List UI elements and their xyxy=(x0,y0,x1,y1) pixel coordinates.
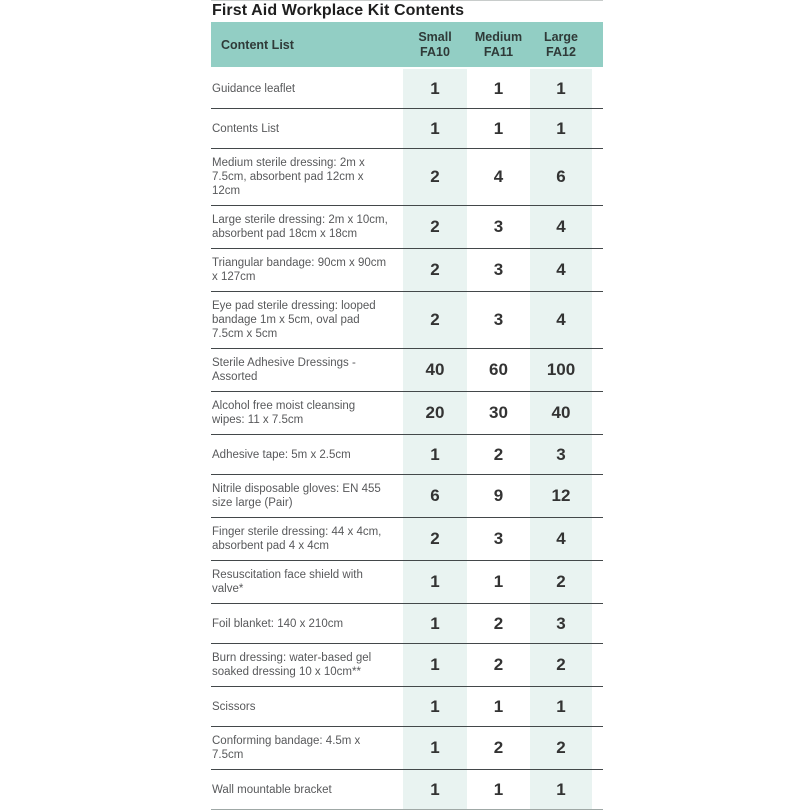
row-label: Triangular bandage: 90cm x 90cm x 127cm xyxy=(212,257,387,283)
table-row xyxy=(211,687,603,727)
row-right-padding xyxy=(592,770,603,809)
row-value-small: 2 xyxy=(403,206,467,248)
row-value-large: 1 xyxy=(530,687,592,726)
table-row xyxy=(211,435,603,475)
row-value-small: 2 xyxy=(403,292,467,348)
row-right-padding xyxy=(592,475,603,517)
column-code-label: FA11 xyxy=(483,44,514,59)
row-label: Alcohol free moist cleansing wipes: 11 x 7.5cm xyxy=(212,400,356,426)
table-row xyxy=(211,604,603,644)
row-value-large: 2 xyxy=(530,644,592,686)
row-label: Nitrile disposable gloves: EN 455 size large (Pair) xyxy=(212,483,381,509)
column-header-content-list: Content List xyxy=(221,37,294,52)
row-value-small: 1 xyxy=(403,69,467,108)
row-label: Large sterile dressing: 2m x 10cm, absorbent pad 18cm x 18cm xyxy=(212,214,388,240)
row-value-large: 4 xyxy=(530,206,592,248)
row-label: Wall mountable bracket xyxy=(212,783,332,796)
table-row xyxy=(211,109,603,149)
row-right-padding xyxy=(592,518,603,560)
row-right-padding xyxy=(592,687,603,726)
row-right-padding xyxy=(592,292,603,348)
kit-contents-section xyxy=(211,0,603,810)
row-value-large: 4 xyxy=(530,518,592,560)
row-value-large: 1 xyxy=(530,69,592,108)
page-title: First Aid Workplace Kit Contents xyxy=(212,2,465,19)
row-value-medium: 3 xyxy=(493,260,504,279)
row-right-padding xyxy=(592,349,603,391)
column-code-label: FA10 xyxy=(420,44,450,59)
row-right-padding xyxy=(592,604,603,643)
row-value-medium: 2 xyxy=(493,738,504,757)
row-value-medium: 30 xyxy=(489,403,508,422)
row-value-medium: 1 xyxy=(493,779,504,799)
row-value-large: 3 xyxy=(530,435,592,474)
row-value-small: 2 xyxy=(403,249,467,291)
row-label: Medium sterile dressing: 2m x 7.5cm, absorbent pad 12cm x 12cm xyxy=(212,157,365,197)
row-right-padding xyxy=(592,727,603,769)
row-value-medium: 3 xyxy=(493,310,504,329)
row-value-medium: 2 xyxy=(493,444,504,464)
row-value-small: 2 xyxy=(403,518,467,560)
row-right-padding xyxy=(592,435,603,474)
row-value-large: 1 xyxy=(530,770,592,809)
row-value-small: 2 xyxy=(403,149,467,205)
row-right-padding xyxy=(592,644,603,686)
row-label: Conforming bandage: 4.5m x 7.5cm xyxy=(212,735,361,761)
column-header-small xyxy=(403,30,467,60)
row-right-padding xyxy=(592,206,603,248)
row-value-medium: 1 xyxy=(493,572,504,591)
column-header-medium xyxy=(467,30,530,60)
column-header-large xyxy=(530,30,592,60)
row-value-small: 1 xyxy=(403,770,467,809)
row-value-small: 1 xyxy=(403,435,467,474)
table-row xyxy=(211,69,603,109)
column-code-label: FA12 xyxy=(546,44,576,59)
row-value-small: 1 xyxy=(403,109,467,148)
row-label: Sterile Adhesive Dressings - Assorted xyxy=(212,357,356,383)
row-label: Finger sterile dressing: 44 x 4cm, absorbent pad 4 x 4cm xyxy=(212,526,382,552)
row-right-padding xyxy=(592,249,603,291)
table-row xyxy=(211,727,603,770)
table-body xyxy=(211,69,603,810)
row-label: Eye pad sterile dressing: looped bandage 1m x 5cm, oval pad 7.5cm x 5cm xyxy=(212,300,376,340)
table-row xyxy=(211,349,603,392)
row-value-large: 6 xyxy=(530,149,592,205)
row-value-medium: 9 xyxy=(493,486,504,505)
row-value-large: 40 xyxy=(530,392,592,434)
row-right-padding xyxy=(592,69,603,108)
row-value-large: 3 xyxy=(530,604,592,643)
table-row xyxy=(211,292,603,349)
column-size-label: Large xyxy=(543,29,579,44)
row-value-medium: 3 xyxy=(493,217,504,236)
row-value-medium: 1 xyxy=(493,118,504,138)
table-row xyxy=(211,392,603,435)
row-right-padding xyxy=(592,109,603,148)
table-row xyxy=(211,149,603,206)
row-value-small: 1 xyxy=(403,687,467,726)
row-label: Guidance leaflet xyxy=(212,82,296,95)
row-label: Scissors xyxy=(212,700,256,713)
row-value-medium: 1 xyxy=(493,696,504,716)
table-row xyxy=(211,249,603,292)
table-row xyxy=(211,770,603,810)
row-value-small: 1 xyxy=(403,644,467,686)
row-value-medium: 60 xyxy=(489,360,508,379)
row-value-large: 4 xyxy=(530,249,592,291)
row-value-large: 1 xyxy=(530,109,592,148)
table-header-row xyxy=(211,22,603,67)
row-value-medium: 3 xyxy=(493,529,504,548)
row-value-large: 100 xyxy=(530,349,592,391)
row-label: Resuscitation face shield with valve* xyxy=(212,569,363,595)
row-right-padding xyxy=(592,149,603,205)
row-value-small: 20 xyxy=(403,392,467,434)
row-value-medium: 4 xyxy=(493,167,504,186)
row-value-medium: 2 xyxy=(493,613,504,633)
row-value-large: 4 xyxy=(530,292,592,348)
row-label: Foil blanket: 140 x 210cm xyxy=(212,617,344,630)
table-row xyxy=(211,475,603,518)
row-value-large: 12 xyxy=(530,475,592,517)
row-value-medium: 1 xyxy=(493,78,504,98)
row-value-small: 6 xyxy=(403,475,467,517)
row-value-small: 40 xyxy=(403,349,467,391)
table-row xyxy=(211,561,603,604)
row-right-padding xyxy=(592,392,603,434)
row-label: Adhesive tape: 5m x 2.5cm xyxy=(212,448,351,461)
row-label: Burn dressing: water-based gel soaked dressing 10 x 10cm** xyxy=(212,652,372,678)
row-label: Contents List xyxy=(212,122,280,135)
table-row xyxy=(211,206,603,249)
row-value-small: 1 xyxy=(403,604,467,643)
table-row xyxy=(211,518,603,561)
row-right-padding xyxy=(592,561,603,603)
table-row xyxy=(211,644,603,687)
column-size-label: Medium xyxy=(474,29,523,44)
row-value-small: 1 xyxy=(403,561,467,603)
row-value-medium: 2 xyxy=(493,655,504,674)
row-value-large: 2 xyxy=(530,561,592,603)
column-size-label: Small xyxy=(418,29,452,44)
row-value-large: 2 xyxy=(530,727,592,769)
row-value-small: 1 xyxy=(403,727,467,769)
top-divider-line xyxy=(211,0,603,1)
